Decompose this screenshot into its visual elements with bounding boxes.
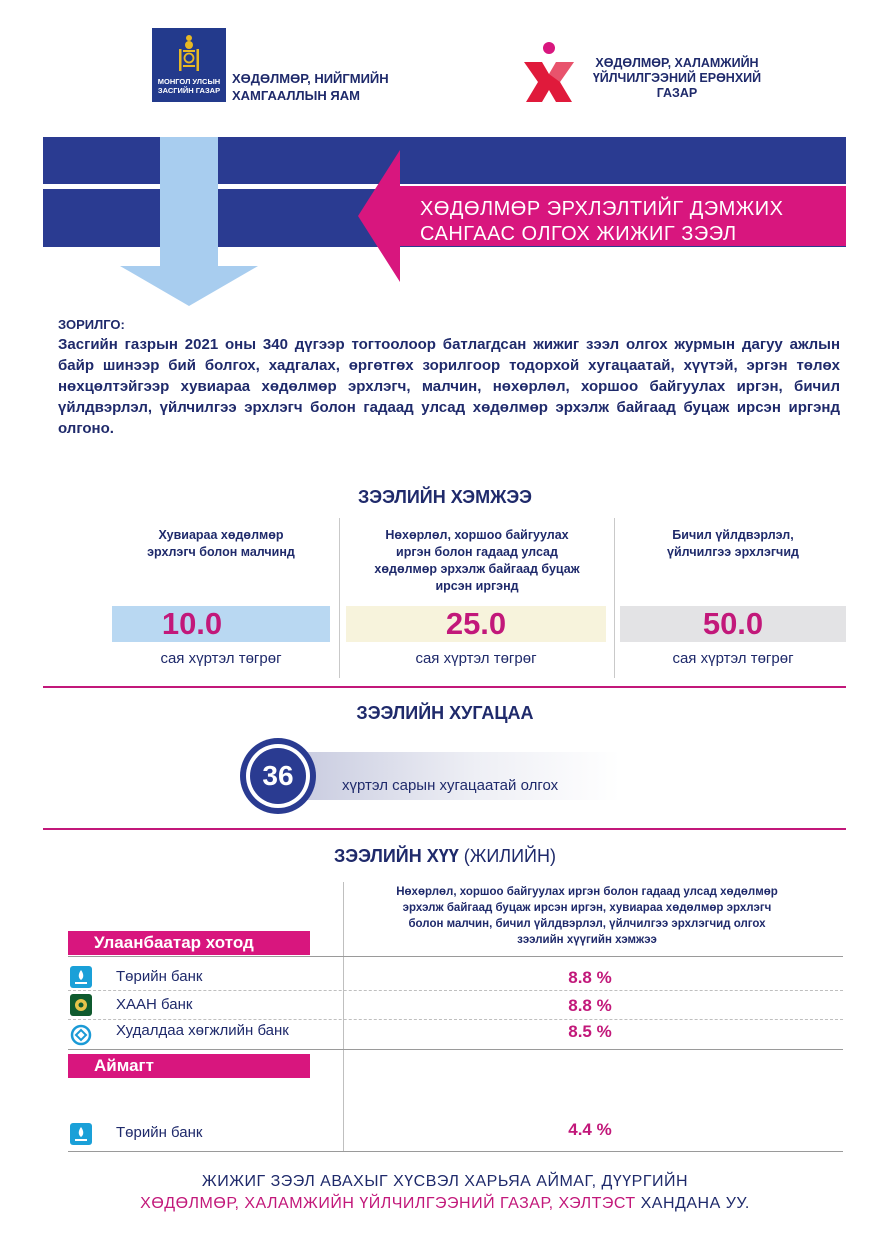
- rate-ub-2: 8.8 %: [568, 996, 612, 1015]
- section-divider: [43, 686, 846, 688]
- interest-heading-suffix: (ЖИЛИЙН): [458, 846, 556, 866]
- loan-size-column-3-title: [620, 527, 846, 561]
- region-label-aimag: Аймагт: [68, 1054, 310, 1078]
- banner-title-line1: ХӨДӨЛМӨР ЭРХЛЭЛТИЙГ ДЭМЖИХ: [420, 198, 784, 220]
- state-bank-icon: [70, 1123, 92, 1145]
- loan-size-column-2-value: 25.0: [445, 606, 507, 641]
- emblem-caption: [152, 77, 226, 95]
- interest-heading: [0, 846, 890, 867]
- loan-size-column-1-unit: сая хүртэл төгрөг: [160, 650, 282, 667]
- interest-table-note: [352, 884, 822, 948]
- ministry-name: [232, 70, 389, 104]
- banner-title: [420, 197, 840, 247]
- rate-ub-1: 8.8 %: [568, 968, 612, 987]
- table-row-line: [68, 1151, 843, 1152]
- table-row-line: [68, 956, 843, 957]
- note-line4: зээлийн хүүгийн хэмжээ: [517, 934, 657, 946]
- bank-name-aimag-1: Төрийн банк: [116, 1124, 203, 1141]
- note-line2: эрхэлж байгаад буцаж ирсэн иргэн, хувиараа хөдөлмөр эрхлэгч: [402, 902, 772, 914]
- agency-name-line2: ҮЙЛЧИЛГЭЭНИЙ ЕРӨНХИЙ: [592, 71, 762, 85]
- footer-line1: ЖИЖИГ ЗЭЭЛ АВАХЫГ ХҮСВЭЛ ХАРЬЯА АЙМАГ, ДҮҮРГИЙН: [201, 1173, 689, 1190]
- footer-line2: [0, 1195, 890, 1213]
- loan-term-heading: ЗЭЭЛИЙН ХУГАЦАА: [356, 703, 534, 723]
- col2-title-line4: ирсэн иргэнд: [435, 579, 519, 593]
- emblem-caption-line2: ЗАСГИЙН ГАЗАР: [157, 86, 221, 95]
- tdb-bank-icon: [70, 1024, 92, 1046]
- col2-title-line3: хөдөлмөр эрхэлж байгаад буцаж: [374, 562, 580, 576]
- goal-text: Засгийн газрын 2021 оны 340 дүгээр тогтоолоор батлагдсан жижиг зээл олгох журмын дагуу ажлын байр шинээр бий болгох, хадгалах, өргөтгөх зорилгоор тодорхой хугацаатай, хүүтэй, эргэн төлөх нөхцөлтэйгээр хувиараа хөдөлмөр эрхлэгч, малчин, нөхөрлөл, хоршоо байгуулах иргэн, бичил үйлдвэрлэл, үйлчилгээ эрхлэгч болон гадаад улсад хөдөлмөр эрхэлж байгаад буцаж ирсэн иргэнд олгоно.: [58, 336, 840, 437]
- col3-title-line2: үйлчилгээ эрхлэгчид: [667, 545, 799, 559]
- note-line3: болон малчин, бичил үйлдвэрлэл, үйлчилгээ эрхлэгчид олгох: [408, 918, 766, 930]
- blue-arrow-shaft: [160, 137, 218, 267]
- loan-size-heading: ЗЭЭЛИЙН ХЭМЖЭЭ: [358, 487, 532, 507]
- agency-name-line3: ГАЗАР: [656, 86, 698, 100]
- bank-name-ub-2: ХААН банк: [116, 996, 193, 1013]
- term-months-badge: 36: [250, 748, 306, 804]
- emblem-caption-line1: МОНГОЛ УЛСЫН: [157, 77, 221, 86]
- agency-name: [586, 56, 768, 101]
- state-bank-icon: [70, 966, 92, 988]
- table-column-divider: [343, 882, 344, 1152]
- footer-contact-text: ХАНДАНА УУ.: [635, 1195, 750, 1212]
- soyombo-icon: [174, 34, 204, 72]
- term-description: хүртэл сарын хугацаатай олгох: [342, 777, 559, 794]
- note-line1: Нөхөрлөл, хоршоо байгуулах иргэн болон гадаад улсад хөдөлмөр: [396, 886, 778, 898]
- interest-heading-main: ЗЭЭЛИЙН ХҮҮ: [334, 846, 459, 866]
- region-label-ulaanbaatar: Улаанбаатар хотод: [68, 931, 310, 955]
- table-row-line: [68, 1019, 843, 1020]
- loan-size-column-3-unit: сая хүртэл төгрөг: [672, 650, 794, 667]
- col2-title-line1: Нөхөрлөл, хоршоо байгуулах: [385, 528, 569, 542]
- footer-agency: ХӨДӨЛМӨР, ХАЛАМЖИЙН ҮЙЛЧИЛГЭЭНИЙ ГАЗАР, ХЭЛТЭСТ: [140, 1195, 636, 1212]
- loan-size-column-1-title: [112, 527, 330, 561]
- loan-size-column-2-title: [344, 527, 610, 595]
- khan-bank-icon: [70, 994, 92, 1016]
- blue-down-arrow-icon: [120, 266, 258, 306]
- section-divider: [43, 828, 846, 830]
- table-row-line: [68, 990, 843, 991]
- col3-title-line1: Бичил үйлдвэрлэл,: [672, 528, 794, 542]
- table-row-line: [68, 1049, 843, 1050]
- agency-name-line1: ХӨДӨЛМӨР, ХАЛАМЖИЙН: [595, 56, 759, 70]
- bank-name-ub-1: Төрийн банк: [116, 968, 203, 985]
- column-divider: [339, 518, 340, 678]
- loan-size-column-1-value: 10.0: [161, 606, 223, 641]
- banner-title-line2: САНГААС ОЛГОХ ЖИЖИГ ЗЭЭЛ: [420, 223, 737, 245]
- bank-name-ub-3: Худалдаа хөгжлийн банк: [116, 1022, 289, 1039]
- rate-ub-3: 8.5 %: [568, 1022, 612, 1041]
- col2-title-line2: иргэн болон гадаад улсад: [396, 545, 558, 559]
- loan-size-column-2-unit: сая хүртэл төгрөг: [415, 650, 537, 667]
- col1-title-line1: Хувиараа хөдөлмөр: [158, 528, 284, 542]
- ministry-name-line1: ХӨДӨЛМӨР, НИЙГМИЙН: [232, 71, 389, 86]
- col1-title-line2: эрхлэгч болон малчинд: [147, 545, 295, 559]
- ministry-name-line2: ХАМГААЛЛЫН ЯАМ: [232, 88, 360, 103]
- goal-label: ЗОРИЛГО:: [58, 317, 125, 332]
- rate-aimag-1: 4.4 %: [568, 1120, 612, 1139]
- agency-logo-icon: [520, 40, 578, 106]
- loan-size-column-3-value: 50.0: [702, 606, 764, 641]
- column-divider: [614, 518, 615, 678]
